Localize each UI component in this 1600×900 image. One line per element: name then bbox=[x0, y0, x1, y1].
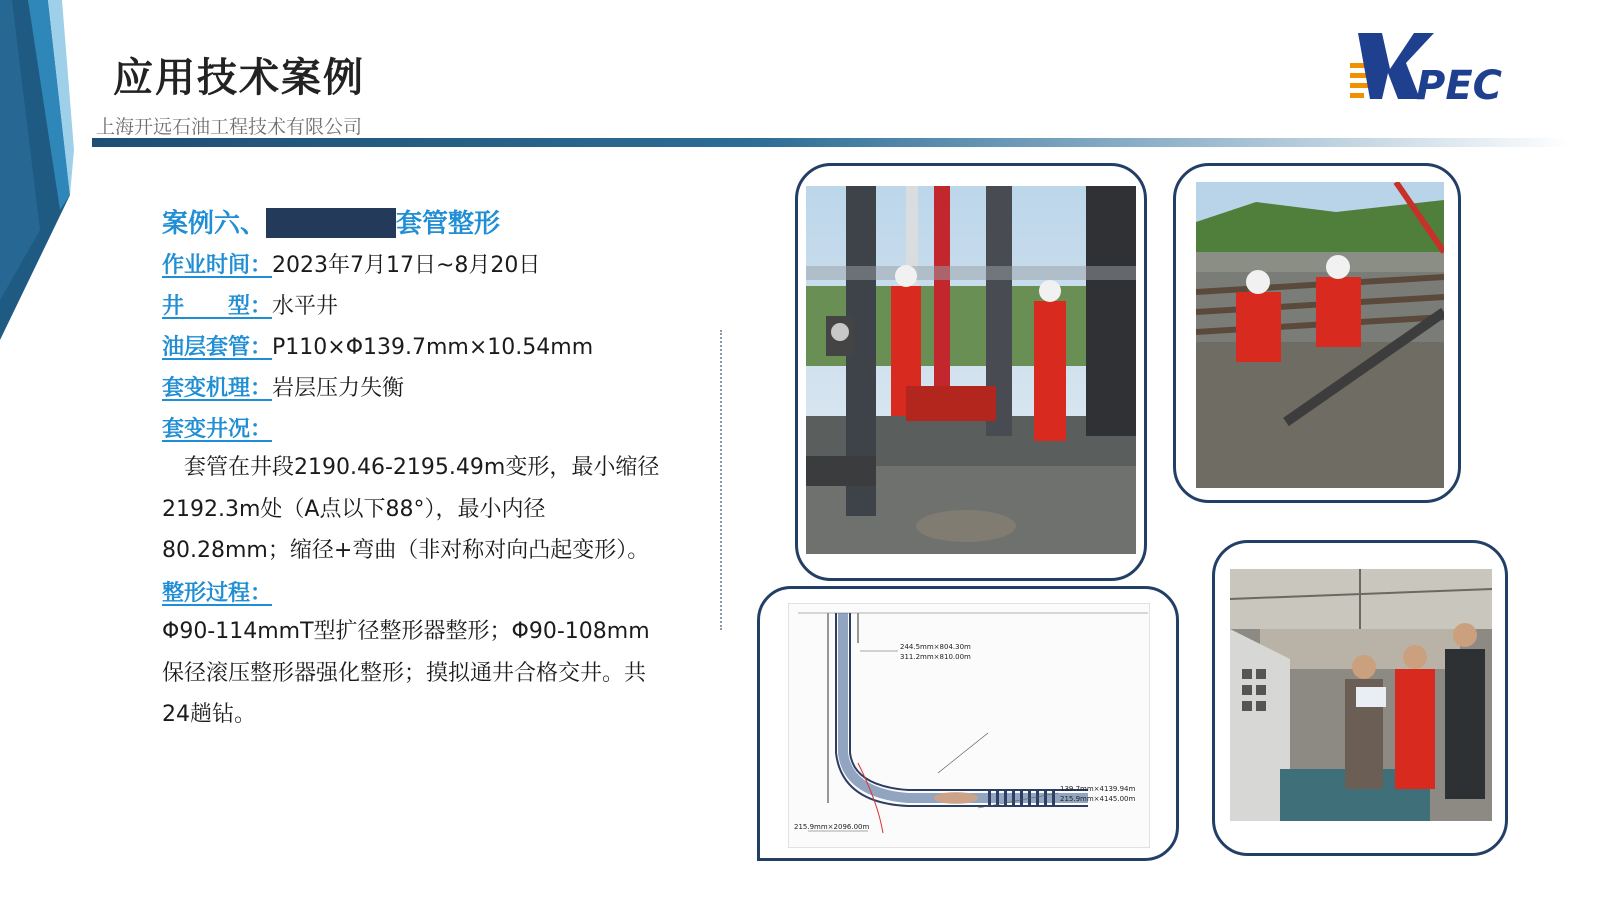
diagram-label: 215.9mm×2096.00m bbox=[794, 823, 870, 831]
wellbore-diagram bbox=[788, 603, 1150, 848]
dotted-divider bbox=[720, 330, 722, 630]
diagram-label: 139.7mm×4139.94m bbox=[1060, 785, 1136, 793]
row-label: 套变井况： bbox=[162, 417, 273, 442]
row-mechanism bbox=[162, 371, 404, 402]
row-label: 整形过程： bbox=[162, 581, 273, 606]
page-title: 应用技术案例 bbox=[113, 55, 365, 101]
row-work-time bbox=[162, 248, 540, 279]
row-label: 套变机理： bbox=[162, 376, 273, 401]
row-label: 油层套管： bbox=[162, 335, 273, 360]
company-name: 上海开远石油工程技术有限公司 bbox=[96, 116, 363, 138]
diagram-label: 215.9mm×4145.00m bbox=[1060, 795, 1136, 803]
case-title-suffix: 套管整形 bbox=[396, 209, 501, 239]
row-casing bbox=[162, 330, 593, 361]
photo-frame-pipe-inspection bbox=[1173, 163, 1461, 503]
photo-frame-workshop bbox=[1212, 540, 1508, 856]
row-value: 岩层压力失衡 bbox=[272, 376, 405, 401]
wellbore-diagram-frame bbox=[757, 586, 1179, 861]
case-title-prefix: 案例六、 bbox=[162, 209, 267, 239]
workshop-photo bbox=[1230, 569, 1492, 821]
row-process bbox=[162, 576, 272, 607]
pipe-inspection-photo bbox=[1196, 182, 1444, 488]
logo-text: PEC bbox=[1416, 63, 1502, 105]
company-logo bbox=[1350, 33, 1520, 105]
diagram-label: 311.2mm×810.00m bbox=[900, 653, 971, 661]
row-label: 作业时间： bbox=[162, 253, 273, 278]
title-underline-bar bbox=[92, 138, 1572, 147]
row-condition bbox=[162, 412, 272, 443]
row-value: 2023年7月17日~8月20日 bbox=[272, 253, 541, 278]
row-value: 水平井 bbox=[272, 294, 339, 319]
row-label: 井 型： bbox=[162, 294, 273, 319]
condition-paragraph: 套管在井段2190.46-2195.49m变形，最小缩径2192.3m处（A点以下88°），最小内径80.28mm；缩径+弯曲（非对称对向凸起变形）。 bbox=[162, 455, 660, 563]
process-paragraph: Φ90-114mmT型扩径整形器整形；Φ90-108mm保径滚压整形器强化整形；摸拟通井合格交井。共24趟钻。 bbox=[162, 619, 650, 727]
left-decoration bbox=[0, 0, 80, 360]
case-title bbox=[162, 203, 500, 240]
photo-frame-rig-floor bbox=[795, 163, 1147, 581]
rig-floor-photo bbox=[806, 186, 1136, 554]
redacted-block bbox=[266, 208, 396, 238]
row-well-type bbox=[162, 289, 338, 320]
diagram-label: 244.5mm×804.30m bbox=[900, 643, 971, 651]
row-value: P110×Φ139.7mm×10.54mm bbox=[272, 335, 594, 360]
